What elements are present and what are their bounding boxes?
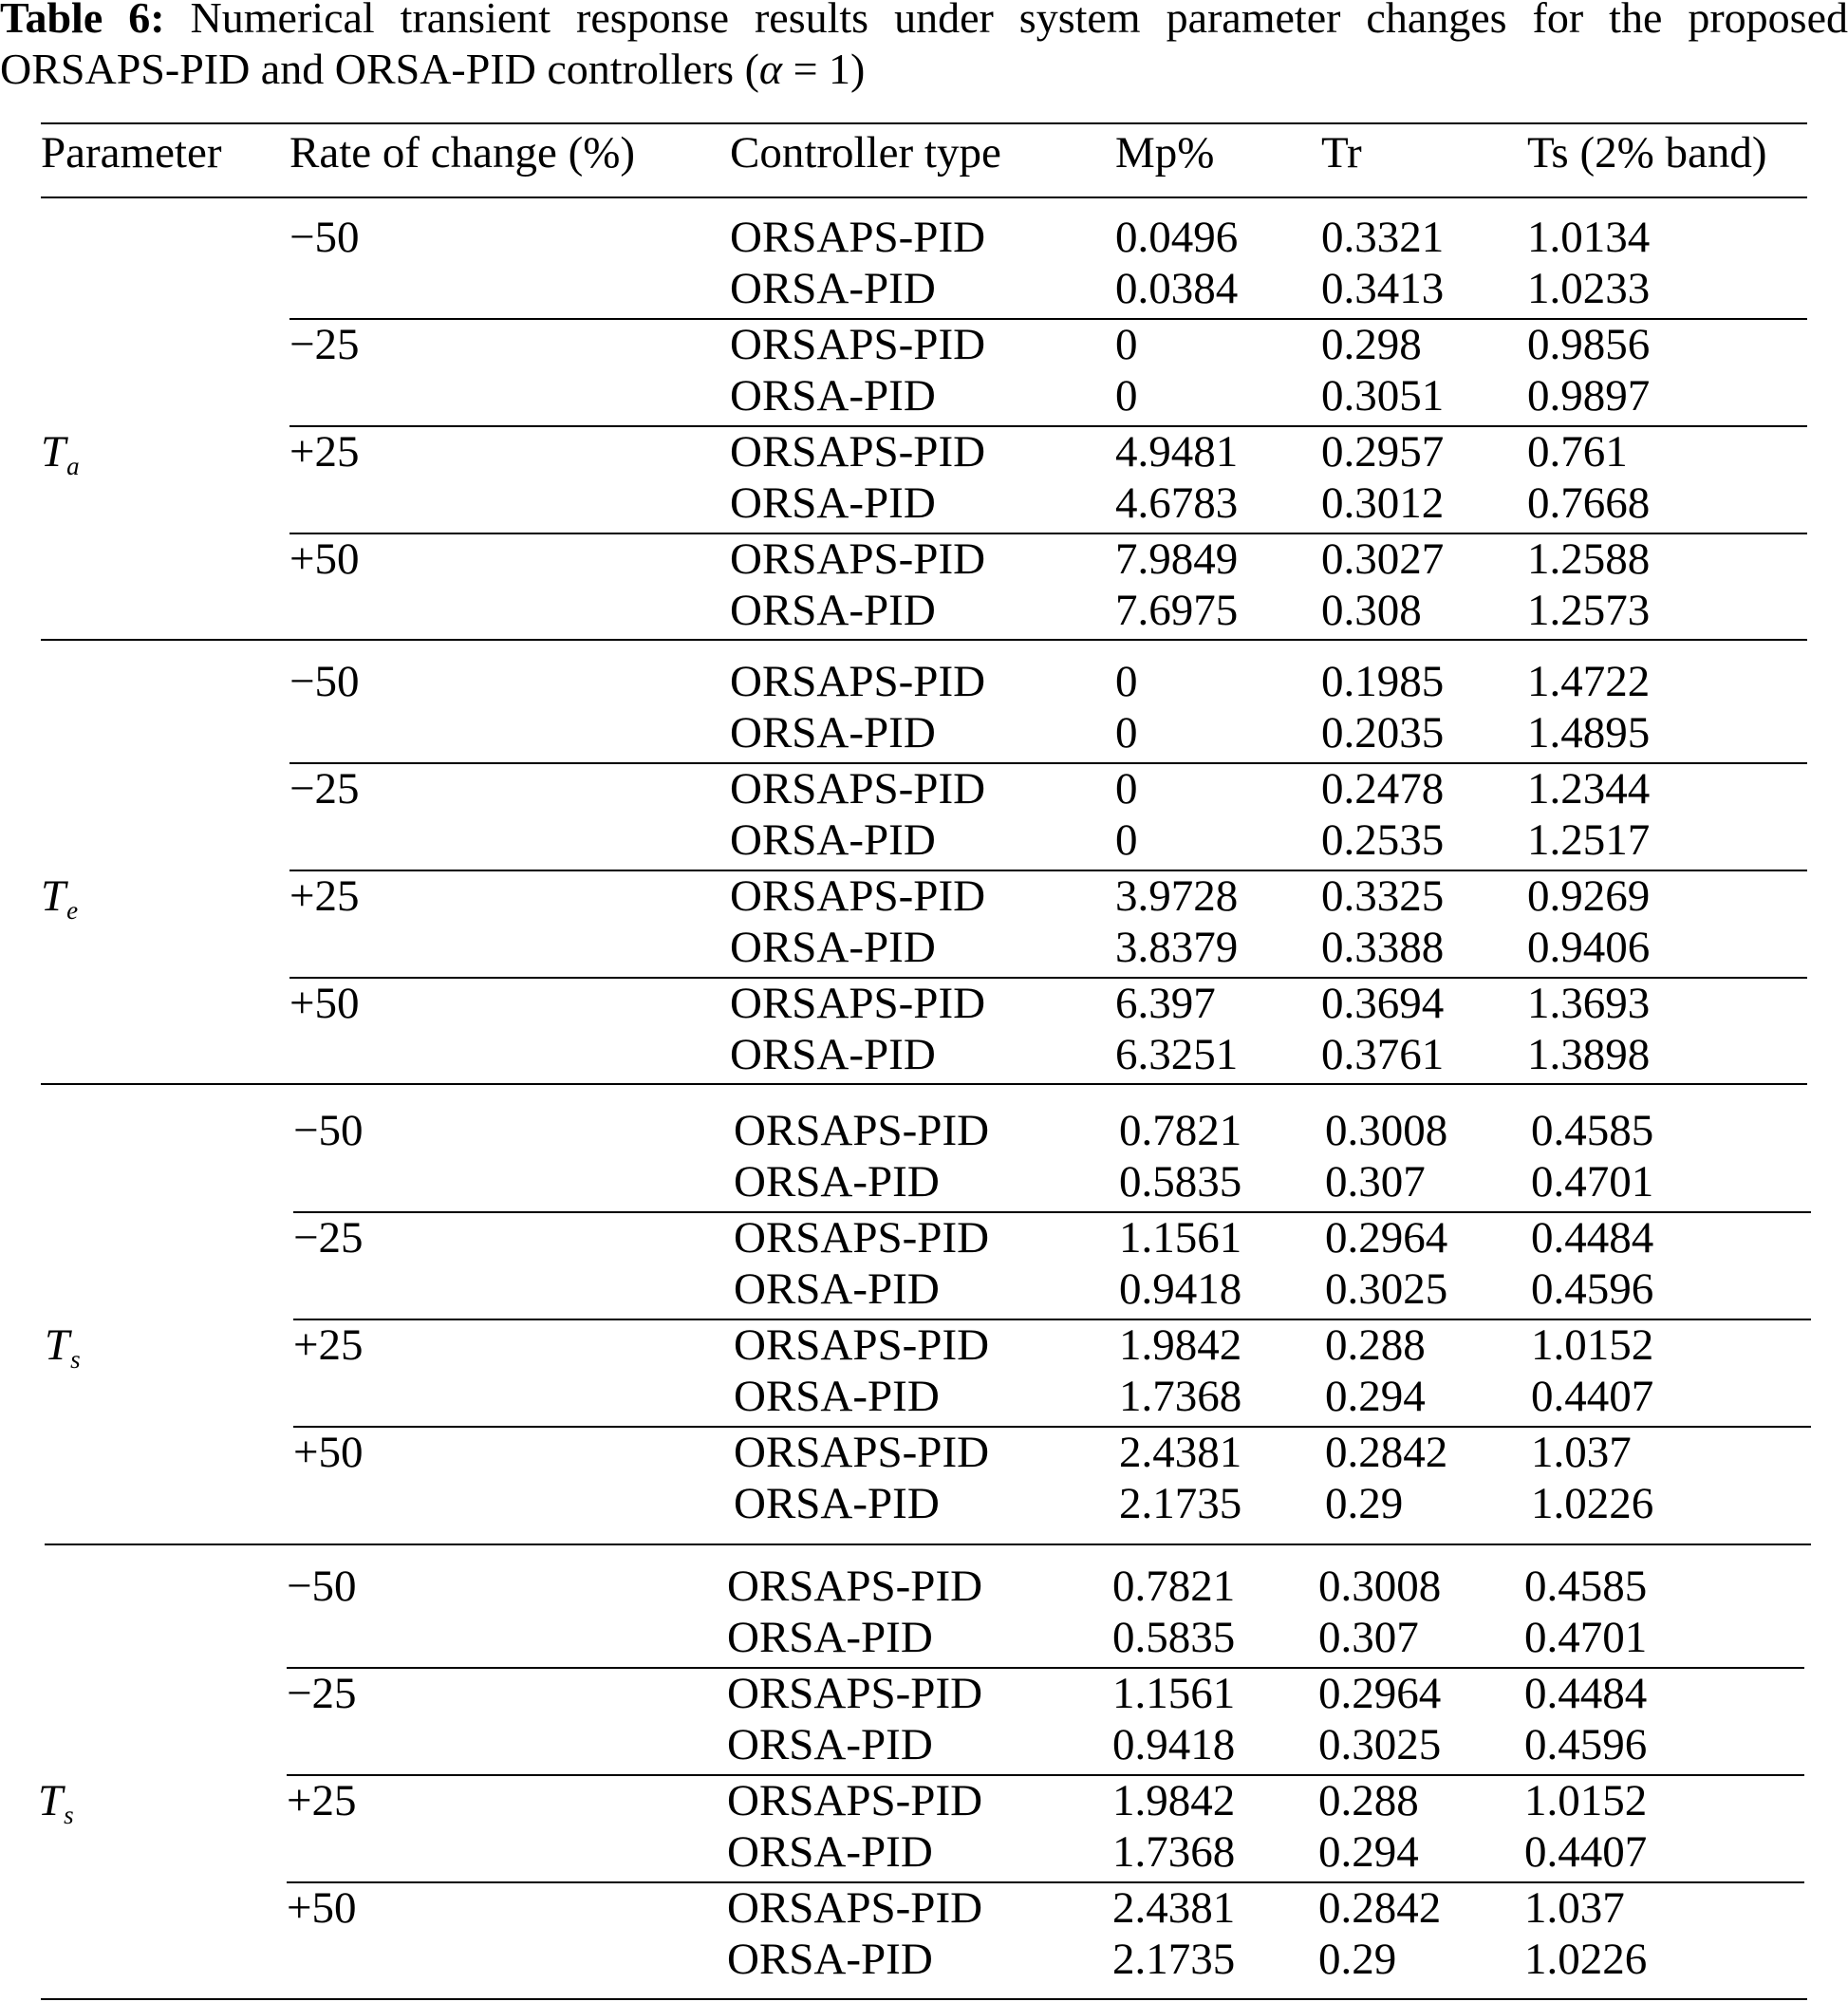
parameter-group xyxy=(0,212,1848,641)
rate-block xyxy=(0,212,1848,319)
tr-cell: 0.3388 xyxy=(1321,923,1445,972)
ts-cell: 1.4895 xyxy=(1527,708,1651,758)
tr-cell: 0.29 xyxy=(1325,1479,1404,1528)
rate-block xyxy=(0,870,1848,978)
mp-cell: 2.1735 xyxy=(1119,1479,1242,1528)
ts-cell: 0.4701 xyxy=(1524,1613,1648,1662)
table-bottom-rule xyxy=(41,1998,1807,2000)
table-row xyxy=(0,426,1848,477)
mp-cell: 0.0496 xyxy=(1115,213,1239,262)
rate-of-change-cell: −25 xyxy=(289,320,360,369)
controller-type-cell: ORSAPS-PID xyxy=(730,979,986,1028)
ts-cell: 1.3898 xyxy=(1527,1030,1651,1079)
tr-cell: 0.3321 xyxy=(1321,213,1445,262)
controller-type-cell: ORSAPS-PID xyxy=(727,1669,983,1718)
ts-cell: 0.4585 xyxy=(1531,1106,1654,1155)
rate-block xyxy=(0,319,1848,426)
controller-type-cell: ORSAPS-PID xyxy=(730,871,986,921)
rate-of-change-cell: −50 xyxy=(287,1562,357,1611)
controller-type-cell: ORSAPS-PID xyxy=(734,1213,990,1263)
table-row xyxy=(0,1719,1845,1770)
controller-type-cell: ORSA-PID xyxy=(730,264,936,313)
mp-cell: 0 xyxy=(1115,657,1138,706)
rate-block xyxy=(0,978,1848,1085)
mp-cell: 0 xyxy=(1115,371,1138,421)
parameter-symbol: T xyxy=(41,427,66,477)
mp-cell: 1.7368 xyxy=(1119,1372,1242,1421)
ts-cell: 1.2573 xyxy=(1527,586,1651,635)
tr-cell: 0.3025 xyxy=(1318,1720,1442,1769)
mp-cell: 1.1561 xyxy=(1119,1213,1242,1263)
tr-cell: 0.307 xyxy=(1325,1157,1426,1207)
tr-cell: 0.2964 xyxy=(1325,1213,1448,1263)
parameter-symbol: T xyxy=(45,1320,70,1370)
rate-of-change-cell: −50 xyxy=(293,1106,364,1155)
table-row xyxy=(0,1775,1845,1826)
table-row xyxy=(0,978,1848,1029)
parameter-subscript: s xyxy=(64,1801,74,1829)
controller-type-cell: ORSAPS-PID xyxy=(734,1320,990,1370)
table-row xyxy=(0,533,1848,585)
parameter-group xyxy=(4,1105,1848,1534)
tr-cell: 0.3027 xyxy=(1321,534,1445,584)
table-row xyxy=(4,1371,1848,1422)
mp-cell: 2.4381 xyxy=(1119,1428,1242,1477)
table-row xyxy=(0,1612,1845,1663)
table-row xyxy=(0,707,1848,758)
rate-of-change-cell: −25 xyxy=(287,1669,357,1718)
parameter-subscript: e xyxy=(66,896,79,925)
controller-type-cell: ORSAPS-PID xyxy=(730,213,986,262)
controller-type-cell: ORSA-PID xyxy=(727,1613,933,1662)
tr-cell: 0.3694 xyxy=(1321,979,1445,1028)
table-row xyxy=(0,1029,1848,1080)
table-row xyxy=(0,263,1848,314)
ts-cell: 0.9856 xyxy=(1527,320,1651,369)
controller-type-cell: ORSAPS-PID xyxy=(730,534,986,584)
mp-cell: 0.5835 xyxy=(1119,1157,1242,1207)
mp-cell: 0.7821 xyxy=(1112,1562,1236,1611)
ts-cell: 1.0134 xyxy=(1527,213,1651,262)
tr-cell: 0.2842 xyxy=(1325,1428,1448,1477)
tr-cell: 0.288 xyxy=(1318,1776,1419,1825)
ts-cell: 1.037 xyxy=(1531,1428,1632,1477)
controller-type-cell: ORSAPS-PID xyxy=(730,427,986,477)
table-row xyxy=(4,1263,1848,1315)
column-header-parameter: Parameter xyxy=(41,128,222,178)
table-row xyxy=(0,319,1848,370)
ts-cell: 1.037 xyxy=(1524,1883,1625,1933)
rate-block xyxy=(0,763,1848,870)
table-row xyxy=(4,1427,1848,1478)
rate-of-change-cell: +25 xyxy=(289,871,360,921)
table-row xyxy=(0,1934,1845,1985)
tr-cell: 0.288 xyxy=(1325,1320,1426,1370)
mp-cell: 0.9418 xyxy=(1112,1720,1236,1769)
table-row xyxy=(0,1882,1845,1934)
tr-cell: 0.298 xyxy=(1321,320,1422,369)
rate-block xyxy=(4,1105,1848,1212)
tr-cell: 0.3008 xyxy=(1325,1106,1448,1155)
mp-cell: 7.6975 xyxy=(1115,586,1239,635)
table-row xyxy=(0,922,1848,973)
mp-cell: 7.9849 xyxy=(1115,534,1239,584)
column-header-mp: Mp% xyxy=(1115,128,1215,178)
controller-type-cell: ORSAPS-PID xyxy=(734,1428,990,1477)
tr-cell: 0.3012 xyxy=(1321,478,1445,528)
controller-type-cell: ORSAPS-PID xyxy=(730,657,986,706)
ts-cell: 1.0233 xyxy=(1527,264,1651,313)
table-row xyxy=(0,1668,1845,1719)
mp-cell: 3.9728 xyxy=(1115,871,1239,921)
ts-cell: 0.4596 xyxy=(1531,1264,1654,1314)
mp-cell: 0 xyxy=(1115,815,1138,865)
mp-cell: 1.9842 xyxy=(1112,1776,1236,1825)
mp-cell: 0 xyxy=(1115,708,1138,758)
table-row xyxy=(4,1105,1848,1156)
mp-cell: 1.7368 xyxy=(1112,1827,1236,1877)
ts-cell: 0.9269 xyxy=(1527,871,1651,921)
rate-of-change-cell: −25 xyxy=(289,764,360,814)
controller-type-cell: ORSA-PID xyxy=(730,586,936,635)
table-top-rule xyxy=(41,122,1807,124)
table-row xyxy=(4,1156,1848,1207)
group-divider xyxy=(41,639,1807,641)
ts-cell: 0.7668 xyxy=(1527,478,1651,528)
controller-type-cell: ORSAPS-PID xyxy=(727,1562,983,1611)
controller-type-cell: ORSA-PID xyxy=(727,1720,933,1769)
ts-cell: 1.0226 xyxy=(1524,1935,1648,1984)
table-row xyxy=(0,814,1848,866)
controller-type-cell: ORSAPS-PID xyxy=(730,320,986,369)
controller-type-cell: ORSAPS-PID xyxy=(727,1883,983,1933)
controller-type-cell: ORSA-PID xyxy=(727,1827,933,1877)
controller-type-cell: ORSAPS-PID xyxy=(734,1106,990,1155)
rate-of-change-cell: +50 xyxy=(293,1428,364,1477)
mp-cell: 0.5835 xyxy=(1112,1613,1236,1662)
mp-cell: 4.6783 xyxy=(1115,478,1239,528)
ts-cell: 1.2588 xyxy=(1527,534,1651,584)
tr-cell: 0.2478 xyxy=(1321,764,1445,814)
rate-of-change-cell: +50 xyxy=(287,1883,357,1933)
tr-cell: 0.294 xyxy=(1325,1372,1426,1421)
rate-block xyxy=(0,1775,1845,1882)
ts-cell: 0.4596 xyxy=(1524,1720,1648,1769)
tr-cell: 0.2964 xyxy=(1318,1669,1442,1718)
tr-cell: 0.3051 xyxy=(1321,371,1445,421)
caption-math-variable: α xyxy=(758,45,783,93)
rate-of-change-cell: −25 xyxy=(293,1213,364,1263)
ts-cell: 1.0152 xyxy=(1524,1776,1648,1825)
mp-cell: 3.8379 xyxy=(1115,923,1239,972)
ts-cell: 1.0152 xyxy=(1531,1320,1654,1370)
rate-block xyxy=(0,656,1848,763)
controller-type-cell: ORSA-PID xyxy=(734,1264,940,1314)
table-row xyxy=(0,1561,1845,1612)
table-caption xyxy=(0,0,1848,95)
ts-cell: 1.2517 xyxy=(1527,815,1651,865)
rate-of-change-cell: +25 xyxy=(289,427,360,477)
group-divider xyxy=(41,1083,1807,1085)
tr-cell: 0.3025 xyxy=(1325,1264,1448,1314)
controller-type-cell: ORSA-PID xyxy=(730,708,936,758)
table-row xyxy=(4,1212,1848,1263)
parameter-subscript: s xyxy=(70,1345,81,1374)
table-row xyxy=(4,1319,1848,1371)
ts-cell: 0.9897 xyxy=(1527,371,1651,421)
column-header-ts: Ts (2% band) xyxy=(1527,128,1767,178)
rate-block xyxy=(4,1212,1848,1319)
tr-cell: 0.308 xyxy=(1321,586,1422,635)
caption-text: Numerical transient response results under system parameter changes for the proposed ORSAPS-PID and ORSA-PID controllers ( xyxy=(0,0,1848,93)
rate-of-change-cell: −50 xyxy=(289,657,360,706)
rate-block xyxy=(4,1319,1848,1427)
controller-type-cell: ORSA-PID xyxy=(734,1479,940,1528)
rate-of-change-cell: +25 xyxy=(287,1776,357,1825)
mp-cell: 0.9418 xyxy=(1119,1264,1242,1314)
ts-cell: 0.4484 xyxy=(1531,1213,1654,1263)
controller-type-cell: ORSA-PID xyxy=(730,478,936,528)
tr-cell: 0.29 xyxy=(1318,1935,1397,1984)
rate-of-change-cell: −50 xyxy=(289,213,360,262)
mp-cell: 0.7821 xyxy=(1119,1106,1242,1155)
ts-cell: 0.761 xyxy=(1527,427,1628,477)
table-row xyxy=(0,370,1848,421)
ts-cell: 0.4585 xyxy=(1524,1562,1648,1611)
mp-cell: 6.397 xyxy=(1115,979,1216,1028)
tr-cell: 0.3761 xyxy=(1321,1030,1445,1079)
rate-of-change-cell: +25 xyxy=(293,1320,364,1370)
controller-type-cell: ORSA-PID xyxy=(734,1372,940,1421)
ts-cell: 0.9406 xyxy=(1527,923,1651,972)
tr-cell: 0.2842 xyxy=(1318,1883,1442,1933)
parameter-symbol: T xyxy=(38,1776,64,1825)
table-row xyxy=(0,656,1848,707)
ts-cell: 1.3693 xyxy=(1527,979,1651,1028)
rate-block xyxy=(0,1668,1845,1775)
column-header-rate-of-change: Rate of change (%) xyxy=(289,128,636,178)
table-row xyxy=(0,477,1848,529)
parameter-group xyxy=(0,656,1848,1085)
table-row xyxy=(0,763,1848,814)
table-row xyxy=(0,1826,1845,1878)
controller-type-cell: ORSA-PID xyxy=(734,1157,940,1207)
mp-cell: 2.1735 xyxy=(1112,1935,1236,1984)
table-row xyxy=(0,585,1848,636)
mp-cell: 0 xyxy=(1115,764,1138,814)
rate-of-change-cell: +50 xyxy=(289,534,360,584)
ts-cell: 0.4407 xyxy=(1531,1372,1654,1421)
table-row xyxy=(0,870,1848,922)
ts-cell: 1.4722 xyxy=(1527,657,1651,706)
mp-cell: 2.4381 xyxy=(1112,1883,1236,1933)
tr-cell: 0.2535 xyxy=(1321,815,1445,865)
controller-type-cell: ORSA-PID xyxy=(730,815,936,865)
group-divider xyxy=(45,1544,1811,1545)
ts-cell: 1.2344 xyxy=(1527,764,1651,814)
tr-cell: 0.3413 xyxy=(1321,264,1445,313)
table-row xyxy=(4,1478,1848,1529)
caption-math-equation: = 1) xyxy=(782,45,866,93)
table-header-rule xyxy=(41,196,1807,198)
mp-cell: 0 xyxy=(1115,320,1138,369)
parameter-symbol: T xyxy=(41,871,66,921)
caption-label: Table 6: xyxy=(0,0,165,42)
rate-block xyxy=(4,1427,1848,1534)
rate-block xyxy=(0,426,1848,533)
tr-cell: 0.2035 xyxy=(1321,708,1445,758)
controller-type-cell: ORSAPS-PID xyxy=(730,764,986,814)
controller-type-cell: ORSA-PID xyxy=(730,1030,936,1079)
parameter-subscript: a xyxy=(66,452,80,480)
controller-type-cell: ORSA-PID xyxy=(730,371,936,421)
rate-of-change-cell: +50 xyxy=(289,979,360,1028)
tr-cell: 0.307 xyxy=(1318,1613,1419,1662)
mp-cell: 1.1561 xyxy=(1112,1669,1236,1718)
table-row xyxy=(0,212,1848,263)
tr-cell: 0.3325 xyxy=(1321,871,1445,921)
parameter-group xyxy=(0,1561,1845,1990)
tr-cell: 0.294 xyxy=(1318,1827,1419,1877)
mp-cell: 4.9481 xyxy=(1115,427,1239,477)
column-header-tr: Tr xyxy=(1321,128,1362,178)
mp-cell: 0.0384 xyxy=(1115,264,1239,313)
mp-cell: 6.3251 xyxy=(1115,1030,1239,1079)
rate-block xyxy=(0,533,1848,641)
ts-cell: 0.4407 xyxy=(1524,1827,1648,1877)
controller-type-cell: ORSA-PID xyxy=(730,923,936,972)
ts-cell: 0.4484 xyxy=(1524,1669,1648,1718)
tr-cell: 0.1985 xyxy=(1321,657,1445,706)
ts-cell: 1.0226 xyxy=(1531,1479,1654,1528)
controller-type-cell: ORSAPS-PID xyxy=(727,1776,983,1825)
tr-cell: 0.2957 xyxy=(1321,427,1445,477)
column-header-controller-type: Controller type xyxy=(730,128,1001,178)
mp-cell: 1.9842 xyxy=(1119,1320,1242,1370)
controller-type-cell: ORSA-PID xyxy=(727,1935,933,1984)
tr-cell: 0.3008 xyxy=(1318,1562,1442,1611)
table-header-row xyxy=(0,127,1848,178)
ts-cell: 0.4701 xyxy=(1531,1157,1654,1207)
rate-block xyxy=(0,1882,1845,1990)
rate-block xyxy=(0,1561,1845,1668)
